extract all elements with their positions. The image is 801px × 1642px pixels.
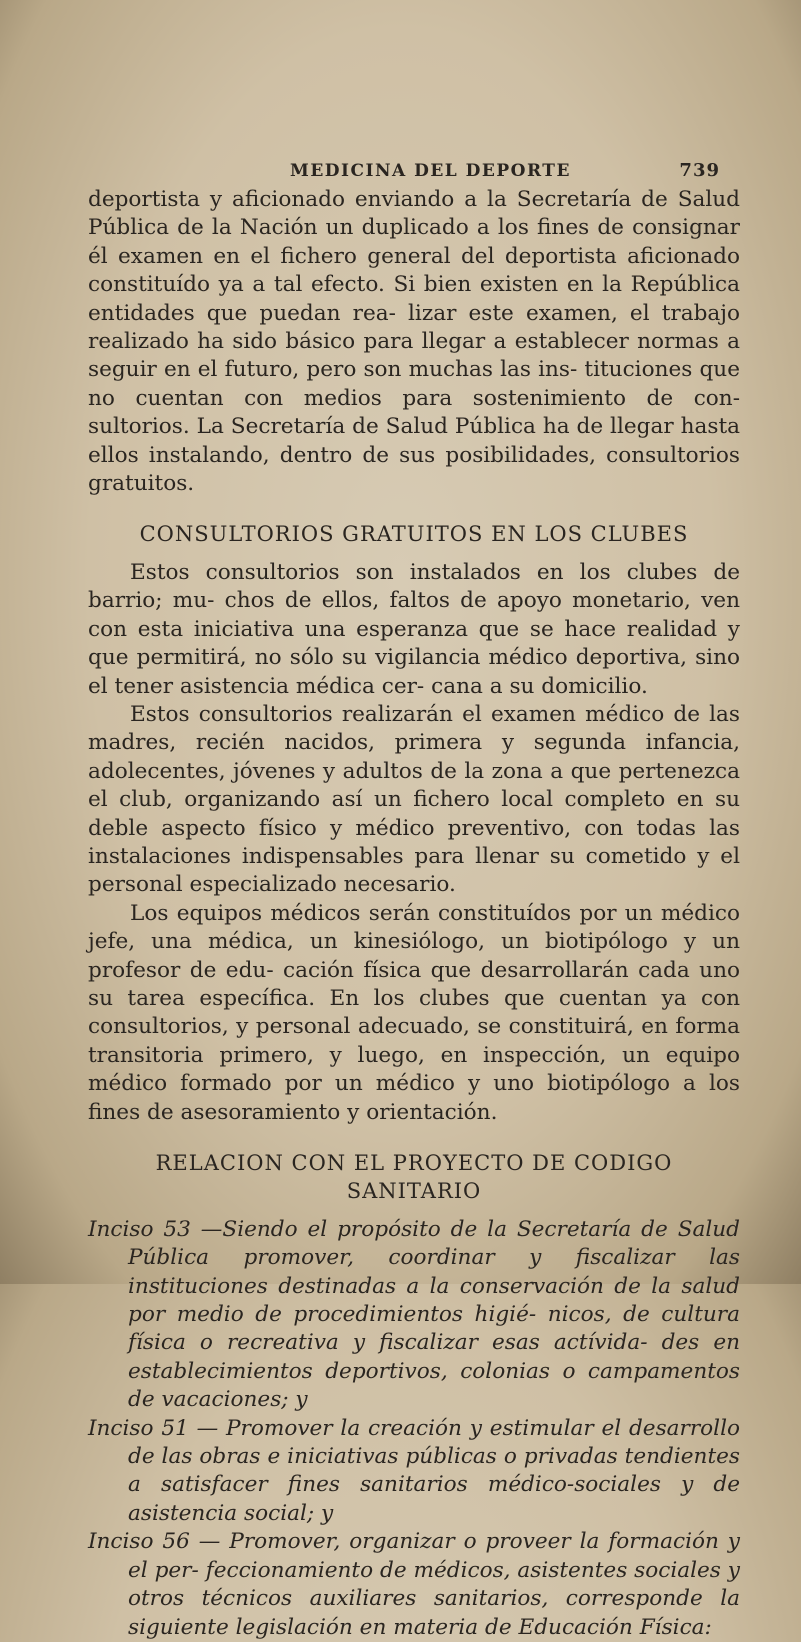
inciso-51: Inciso 51 — Promover la creación y estimular el desarrollo de las obras e iniciativas públicas o privadas tendientes a satisfacer fines sanitarios médico-sociales y de asistencia social; y <box>88 1415 740 1526</box>
running-head-title: MEDICINA DEL DEPORTE <box>290 161 571 181</box>
paragraph-intro: deportista y aficionado enviando a la Secretaría de Salud Pública de la Nación un duplicado a los fines de consignar él examen en el fichero general del deportista aficionado constituído ya a tal efecto. Si bien existen en la República entidades que puedan rea- lizar este examen, el trabajo realizado ha sido básico para llegar a establecer normas a seguir en el futuro, pero son muchas las ins- tituciones que no cuentan con medios para sostenimiento de con- sultorios. La Secretaría de Salud Pública ha de llegar hasta ellos instalando, dentro de sus posibilidades, consultorios gratuitos. <box>88 187 740 497</box>
inciso-56: Inciso 56 — Promover, organizar o proveer la formación y el per- feccionamiento de médicos, asistentes sociales y otros técnicos auxiliares sanitarios, corresponde la siguiente legislación en materia de Educación Física: <box>88 1529 740 1640</box>
paragraph-consultorios-3: Los equipos médicos serán constituídos por un médico jefe, una médica, un kinesiólogo, un biotipólogo y un profesor de edu- cación física que desarrollarán cada uno su tarea específica. En los clubes que cuentan ya con consultorios, y personal adecuado, se constituirá, en forma transitoria primero, y luego, en inspección, un equipo médico formado por un médico y uno biotipólogo a los fines de asesoramiento y orientación. <box>88 900 740 1125</box>
paragraph-consultorios-1: Estos consultorios son instalados en los clubes de barrio; mu- chos de ellos, faltos de apoyo monetario, ven con esta iniciativa una esperanza que se hace realidad y que permitirá, no sólo su vigilancia médico deportiva, sino el tener asistencia médica cer- cana a su domicilio. <box>88 559 740 699</box>
running-head <box>290 160 720 181</box>
paragraph-consultorios-2: Estos consultorios realizarán el examen médico de las madres, recién nacidos, primera y segunda infancia, adolecentes, jóvenes y adultos de la zona a que pertenezca el club, organizando así un fichero local completo en su deble aspecto físico y médico preventivo, con todas las instalaciones indispensables para llenar su cometido y el personal especializado necesario. <box>88 701 740 898</box>
section-heading-consultorios: CONSULTORIOS GRATUITOS EN LOS CLUBES <box>139 522 689 547</box>
page-number: 739 <box>679 160 720 181</box>
inciso-53: Inciso 53 —Siendo el propósito de la Secretaría de Salud Pública promover, coordinar y fiscalizar las instituciones destinadas a la conservación de la salud por medio de procedimientos higié- nicos, de cultura física o recreativa y fiscalizar esas actívida- des en establecimientos deportivos, colonias o campamentos de vacaciones; y <box>88 1216 740 1413</box>
section-heading-codigo-sanitario: RELACION CON EL PROYECTO DE CODIGO SANITARIO <box>155 1151 673 1204</box>
page-body <box>88 186 740 1642</box>
